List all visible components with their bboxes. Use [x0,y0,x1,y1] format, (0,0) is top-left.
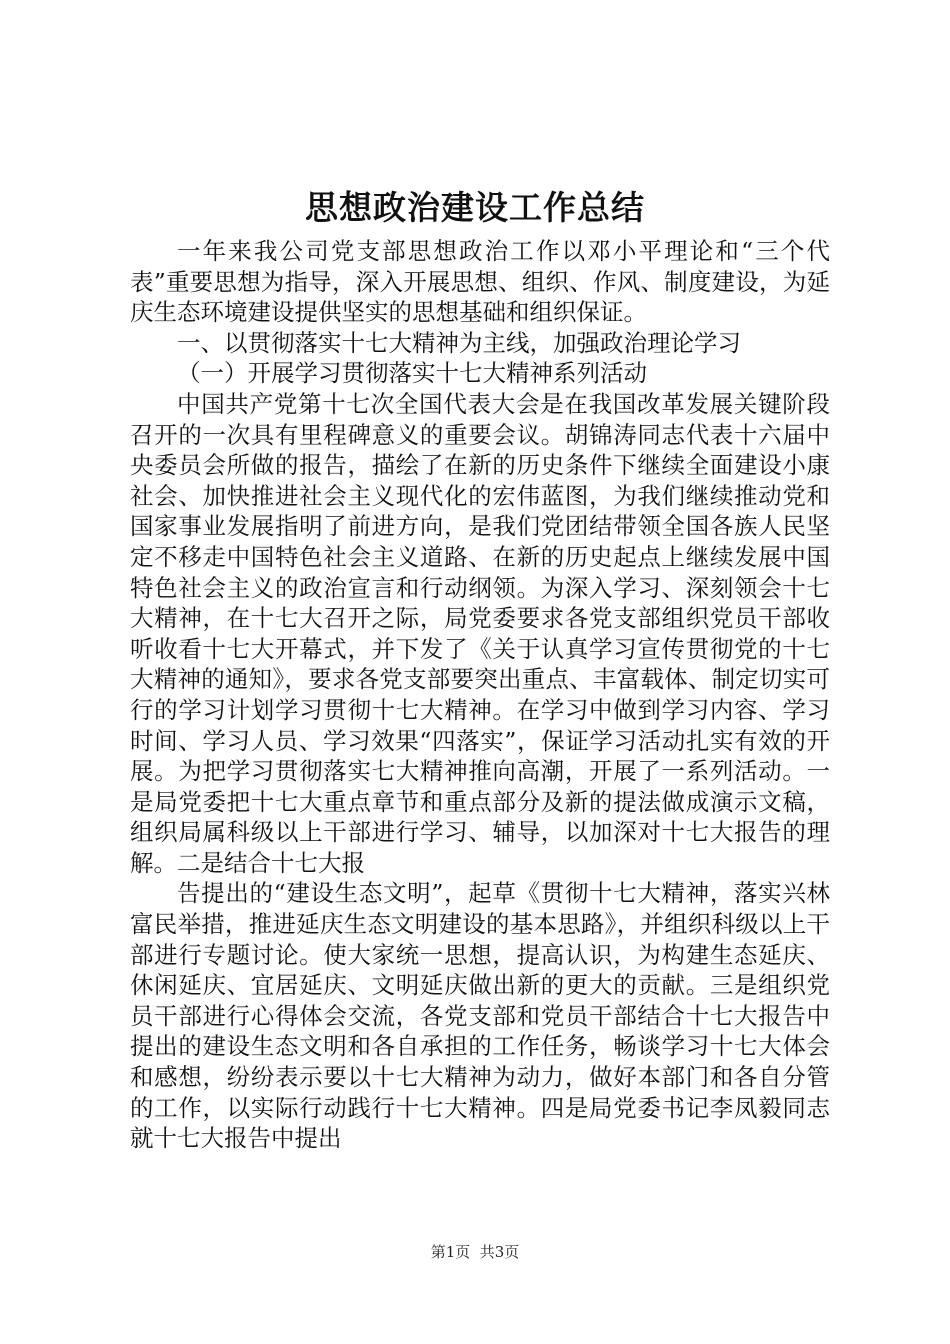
document-title: 思想政治建设工作总结 [305,188,645,227]
paragraph-intro: 一年来我公司党支部思想政治工作以邓小平理论和“三个代表”重要思想为指导，深入开展思想、组织、作风、制度建设，为延庆生态环境建设提供坚实的思想基础和组织保证。 [130,237,830,327]
document-body [130,236,830,1154]
paragraph-congress: 中国共产党第十七次全国代表大会是在我国改革发展关键阶段召开的一次具有里程碑意义的重要会议。胡锦涛同志代表十六届中央委员会所做的报告，描绘了在新的历史条件下继续全面建设小康社会、加快推进社会主义现代化的宏伟蓝图，为我们继续推动党和国家事业发展指明了前进方向，是我们党团结带领全国各族人民坚定不移走中国特色社会主义道路、在新的历史起点上继续发展中国特色社会主义的政治宣言和行动纲领。为深入学习、深刻领会十七大精神，在十七大召开之际，局党委要求各党支部组织党员干部收听收看十七大开幕式，并下发了《关于认真学习宣传贯彻党的十七大精神的通知》，要求各党支部要突出重点、丰富载体、制定切实可行的学习计划学习贯彻十七大精神。在学习中做到学习内容、学习时间、学习人员、学习效果“四落实”，保证学习活动扎实有效的开展。为把学习贯彻落实七大精神推向高潮，开展了一系列活动。一是局党委把十七大重点章节和重点部分及新的提法做成演示文稿，组织局属科级以上干部进行学习、辅导，以加深对十七大报告的理解。二是结合十七大报 [130,389,830,877]
paragraph-ecology: 告提出的“建设生态文明”，起草《贯彻十七大精神，落实兴林富民举措，推进延庆生态文明建设的基本思路》，并组织科级以上干部进行专题讨论。使大家统一思想，提高认识，为构建生态延庆、休闲延庆、宜居延庆、文明延庆做出新的更大的贡献。三是组织党员干部进行心得体会交流，各党支部和党员干部结合十七大报告中提出的建设生态文明和各自承担的工作任务，畅谈学习十七大体会和感想，纷纷表示要以十七大精神为动力，做好本部门和各自分管的工作，以实际行动践行十七大精神。四是局党委书记李凤毅同志就十七大报告中提出 [130,879,830,1153]
subsection-heading-1: （一）开展学习贯彻落实十七大精神系列活动 [177,359,647,388]
page-footer [0,1242,950,1262]
section-heading-1: 一、以贯彻落实十七大精神为主线，加强政治理论学习 [177,328,741,357]
page-number: 第1页 共3页 [430,1243,520,1261]
